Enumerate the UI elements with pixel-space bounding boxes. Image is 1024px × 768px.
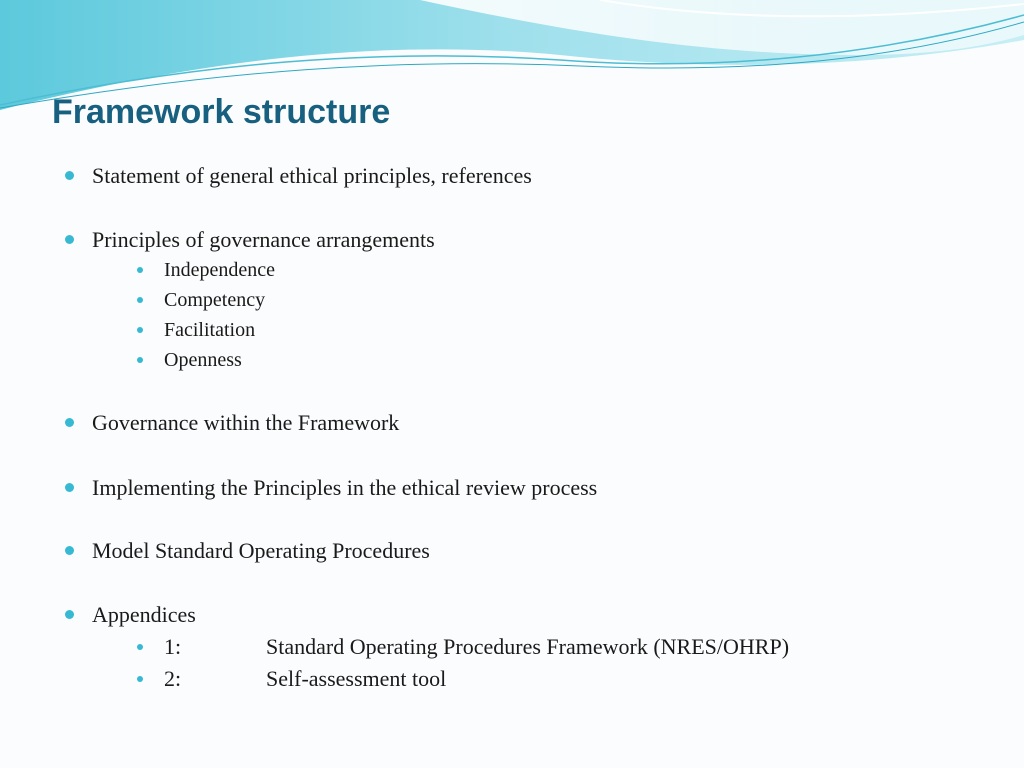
bullet-text: Implementing the Principles in the ethical review process <box>92 475 598 500</box>
bullet-dot-icon <box>65 171 74 180</box>
sub-bullet-text: Openness <box>164 349 242 371</box>
appendix-item <box>164 665 446 693</box>
bullet-item <box>92 474 597 502</box>
appendix-text: Self-assessment tool <box>266 666 447 691</box>
bullet-text: Statement of general ethical principles, references <box>92 163 532 188</box>
bullet-text: Principles of governance arrangements <box>92 227 435 252</box>
bullet-text: Governance within the Framework <box>92 410 400 435</box>
bullet-dot-icon <box>137 267 143 273</box>
bullet-dot-icon <box>137 644 143 650</box>
sub-bullet-text: Facilitation <box>164 319 256 341</box>
bullet-dot-icon <box>65 418 74 427</box>
bullet-dot-icon <box>137 357 143 363</box>
sub-bullet-item <box>164 287 265 313</box>
bullet-dot-icon <box>137 676 143 682</box>
bullet-dot-icon <box>65 546 74 555</box>
sub-bullet-text: Independence <box>164 259 276 281</box>
bullet-item <box>92 162 532 190</box>
bullet-dot-icon <box>65 610 74 619</box>
appendix-item <box>164 633 789 661</box>
bullet-text: Model Standard Operating Procedures <box>92 538 430 563</box>
bullet-item <box>92 601 196 629</box>
appendix-number: 2: <box>164 666 182 691</box>
sub-bullet-text: Competency <box>164 289 266 311</box>
bullet-dot-icon <box>137 297 143 303</box>
bullet-dot-icon <box>65 483 74 492</box>
sub-bullet-item <box>164 347 242 373</box>
appendix-text: Standard Operating Procedures Framework (NRES/OHRP) <box>266 634 790 659</box>
sub-bullet-item <box>164 317 255 343</box>
bullet-item <box>92 409 399 437</box>
bullet-item <box>92 226 435 254</box>
sub-bullet-item <box>164 257 275 283</box>
bullet-item <box>92 537 430 565</box>
bullet-text: Appendices <box>92 602 196 627</box>
appendix-number: 1: <box>164 634 182 659</box>
bullet-dot-icon <box>65 235 74 244</box>
bullet-dot-icon <box>137 327 143 333</box>
slide-title: Framework structure <box>52 93 391 131</box>
